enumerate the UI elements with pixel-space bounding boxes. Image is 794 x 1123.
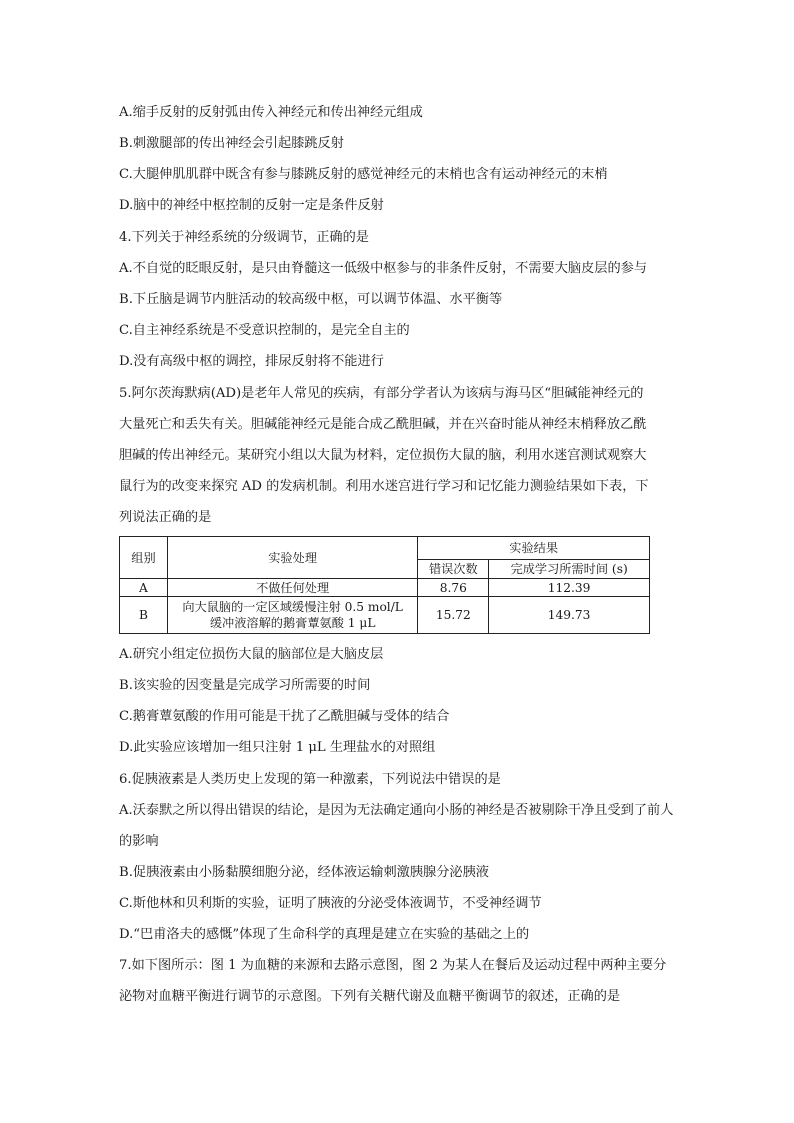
q3-option-d: D.脑中的神经中枢控制的反射一定是条件反射 — [119, 198, 384, 213]
q4-option-a: A.不自觉的眨眼反射，是只由脊髓这一低级中枢参与的非条件反射，不需要大脑皮层的参与 — [119, 261, 648, 276]
row-b-time: 149.73 — [489, 597, 650, 634]
q6-option-b: B.促胰液素由小肠黏膜细胞分泌，经体液运输刺激胰腺分泌胰液 — [119, 865, 489, 880]
q6-option-d: D.“巴甫洛夫的感慨”体现了生命科学的真理是建立在实验的基础之上的 — [119, 927, 530, 942]
q5-option-c: C.鹅膏蕈氨酸的作用可能是干扰了乙酰胆碱与受体的结合 — [119, 709, 450, 724]
row-b-treatment — [167, 597, 417, 634]
q4-option-d: D.没有高级中枢的调控，排尿反射将不能进行 — [119, 354, 384, 369]
table-row — [120, 579, 650, 597]
header-errors: 错误次数 — [418, 560, 489, 579]
row-a-errors: 8.76 — [418, 579, 489, 597]
q4-option-c: C.自主神经系统是不受意识控制的，是完全自主的 — [119, 323, 410, 338]
header-time: 完成学习所需时间 (s) — [489, 560, 650, 579]
row-a-time: 112.39 — [489, 579, 650, 597]
q5-stem-line-2: 大量死亡和丢失有关。胆碱能神经元是能合成乙酰胆碱，并在兴奋时能从神经末梢释放乙酰 — [119, 417, 647, 432]
q5-stem-line-1: 5.阿尔茨海默病(AD)是老年人常见的疾病，有部分学者认为该病与海马区“胆碱能神经元的 — [119, 386, 644, 401]
results-table — [119, 536, 650, 634]
q5-stem-line-5: 列说法正确的是 — [119, 510, 212, 525]
q7-stem: 7.如下图所示：图 1 为血糖的来源和去路示意图，图 2 为某人在餐后及运动过程中两种主要分泌物对血糖平衡进行调节的示意图。下列有关糖代谢及血糖平衡调节的叙述，正确的是 — [119, 958, 667, 1004]
q4-option-b: B.下丘脑是调节内脏活动的较高级中枢，可以调节体温、水平衡等 — [119, 292, 503, 307]
row-b-treatment-line-1: 向大鼠脑的一定区域缓慢注射 0.5 mol/L — [182, 600, 403, 614]
q6-option-a: A.沃泰默之所以得出错误的结论，是因为无法确定通向小肠的神经是否被剔除干净且受到了前人的影响 — [119, 803, 674, 849]
q4-stem: 4.下列关于神经系统的分级调节，正确的是 — [119, 230, 369, 245]
row-b-errors: 15.72 — [418, 597, 489, 634]
row-a-group: A — [120, 579, 168, 597]
row-b-group: B — [120, 597, 168, 634]
q6-stem: 6.促胰液素是人类历史上发现的第一种激素，下列说法中错误的是 — [119, 772, 501, 787]
q5-stem-line-4: 鼠行为的改变来探究 AD 的发病机制。利用水迷宫进行学习和记忆能力测验结果如下表，下 — [119, 479, 649, 494]
q6-option-c: C.斯他林和贝利斯的实验，证明了胰液的分泌受体液调节，不受神经调节 — [119, 896, 542, 911]
header-treatment: 实验处理 — [167, 537, 417, 579]
q5-option-a: A.研究小组定位损伤大鼠的脑部位是大脑皮层 — [119, 647, 384, 662]
table-row — [120, 597, 650, 634]
q3-option-a: A.缩手反射的反射弧由传入神经元和传出神经元组成 — [119, 105, 423, 120]
q5-stem-line-3: 胆碱的传出神经元。某研究小组以大鼠为材料，定位损伤大鼠的脑，利用水迷宫测试观察大 — [119, 448, 647, 463]
header-result: 实验结果 — [418, 537, 650, 560]
q5-option-d: D.此实验应该增加一组只注射 1 μL 生理盐水的对照组 — [119, 740, 436, 755]
q3-option-c: C.大腿伸肌肌群中既含有参与膝跳反射的感觉神经元的末梢也含有运动神经元的末梢 — [119, 167, 608, 182]
q3-option-b: B.刺激腿部的传出神经会引起膝跳反射 — [119, 136, 344, 151]
header-group: 组别 — [120, 537, 168, 579]
row-b-treatment-line-2: 缓冲液溶解的鹅膏蕈氨酸 1 μL — [209, 616, 376, 630]
q5-option-b: B.该实验的因变量是完成学习所需要的时间 — [119, 678, 371, 693]
row-a-treatment: 不做任何处理 — [167, 579, 417, 597]
